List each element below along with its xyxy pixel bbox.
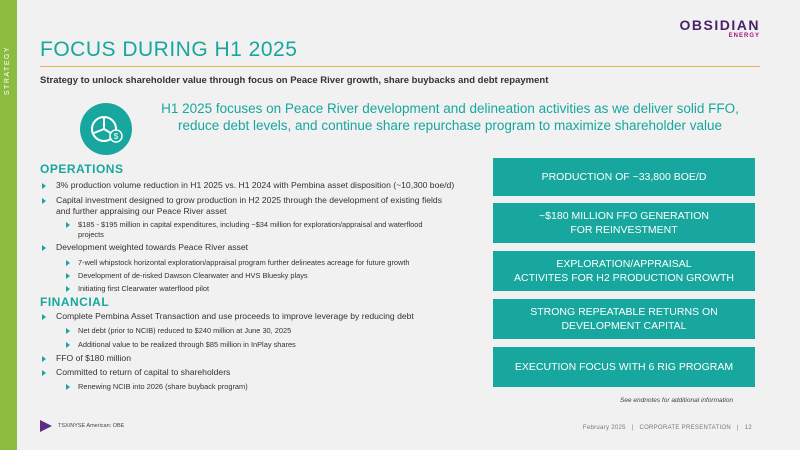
highlight-box-rig-program [493, 347, 755, 387]
logo-main-text: OBSIDIAN [679, 17, 760, 33]
page-title: FOCUS DURING H1 2025 [40, 38, 298, 61]
sub-bullet-marker [66, 342, 70, 348]
operations-sub-bullet-capex-line-2: projects [78, 230, 104, 239]
financial-bullet-2: FFO of $180 million [56, 353, 131, 363]
bullet-marker [42, 198, 46, 204]
sub-bullet-marker [66, 384, 70, 390]
highlight-box-ffo-line-2: FOR REINVESTMENT [570, 224, 678, 236]
bullet-marker [42, 370, 46, 376]
page-subtitle: Strategy to unlock shareholder value through focus on Peace River growth, share buybacks and debt repayment [40, 75, 549, 86]
highlight-box-ffo-line-1: ~$180 MILLION FFO GENERATION [539, 210, 709, 222]
endnote-text: See endnotes for additional information [620, 397, 734, 404]
logo-sub-text: ENERGY [728, 33, 760, 39]
hero-line-1: H1 2025 focuses on Peace River development and delineation activities as we deliver solid FFO, [161, 101, 739, 116]
bullet-marker [42, 245, 46, 251]
sidebar-label [2, 40, 14, 100]
operations-bullet-2-line-1: Capital investment designed to grow production in H2 2025 through the development of existing fields [56, 195, 443, 205]
sub-bullet-marker [66, 328, 70, 334]
highlight-box-returns [493, 299, 755, 339]
title-divider [40, 66, 760, 67]
financial-bullet-3: Committed to return of capital to shareholders [56, 367, 231, 377]
highlight-box-production-text: PRODUCTION OF ~33,800 BOE/D [541, 171, 707, 183]
ticker-triangle-icon [40, 420, 52, 432]
operations-heading: OPERATIONS [40, 162, 124, 176]
hero-statement [150, 100, 750, 134]
financial-heading: FINANCIAL [40, 295, 110, 309]
bullet-marker [42, 183, 46, 189]
financial-bullet-1: Complete Pembina Asset Transaction and use proceeds to improve leverage by reducing debt [56, 311, 414, 321]
sub-bullet-marker [66, 273, 70, 279]
financial-sub-bullet-ncib: Renewing NCIB into 2026 (share buyback program) [78, 382, 248, 391]
sidebar-label-text: STRATEGY [4, 45, 12, 95]
page-footer: February 2025 | CORPORATE PRESENTATION | 12 [582, 425, 752, 431]
operations-sub-bullet-whipstock: 7-well whipstock horizontal exploration/appraisal program further delineates acreage for future growth [78, 258, 410, 267]
highlight-box-returns-line-1: STRONG REPEATABLE RETURNS ON [530, 306, 718, 318]
svg-text:$: $ [113, 132, 119, 141]
highlight-box-exploration-line-1: EXPLORATION/APPRAISAL [556, 258, 692, 270]
pie-chart-dollar-icon [80, 103, 132, 155]
financial-sub-bullet-inplay: Additional value to be realized through $85 million in InPlay shares [78, 340, 296, 349]
financial-sub-bullet-net-debt: Net debt (prior to NCIB) reduced to $240 million at June 30, 2025 [78, 326, 292, 335]
sub-bullet-marker [66, 260, 70, 266]
operations-sub-bullet-waterflood: Initiating first Clearwater waterflood pilot [78, 284, 210, 293]
bullet-marker [42, 356, 46, 362]
operations-bullet-3: Development weighted towards Peace River asset [56, 242, 249, 252]
sub-bullet-marker [66, 222, 70, 228]
operations-sub-bullet-capex-line-1: $185 - $195 million in capital expenditures, including ~$34 million for exploration/appraisal and waterflood [78, 220, 423, 229]
sub-bullet-marker [66, 286, 70, 292]
highlight-box-ffo [493, 203, 755, 243]
highlight-box-exploration [493, 251, 755, 291]
highlight-box-rig-program-text: EXECUTION FOCUS WITH 6 RIG PROGRAM [514, 361, 734, 373]
operations-bullet-2-line-2: and further appraising our Peace River asset [56, 206, 227, 216]
highlight-box-production [493, 158, 755, 196]
company-logo [680, 18, 760, 39]
operations-sub-bullet-dawson: Development of de-risked Dawson Clearwater and HVS Bluesky plays [78, 271, 308, 280]
bullet-marker [42, 314, 46, 320]
ticker-text: TSX/NYSE American: OBE [58, 423, 125, 429]
operations-bullet-1: 3% production volume reduction in H1 2025 vs. H1 2024 with Pembina asset disposition (~10,300 boe/d) [56, 180, 455, 190]
hero-line-2: reduce debt levels, and continue share repurchase program to maximize shareholder value [177, 118, 723, 133]
highlight-box-returns-line-2: DEVELOPMENT CAPITAL [561, 320, 687, 332]
highlight-box-exploration-line-2: ACTIVITES FOR H2 PRODUCTION GROWTH [514, 272, 734, 284]
